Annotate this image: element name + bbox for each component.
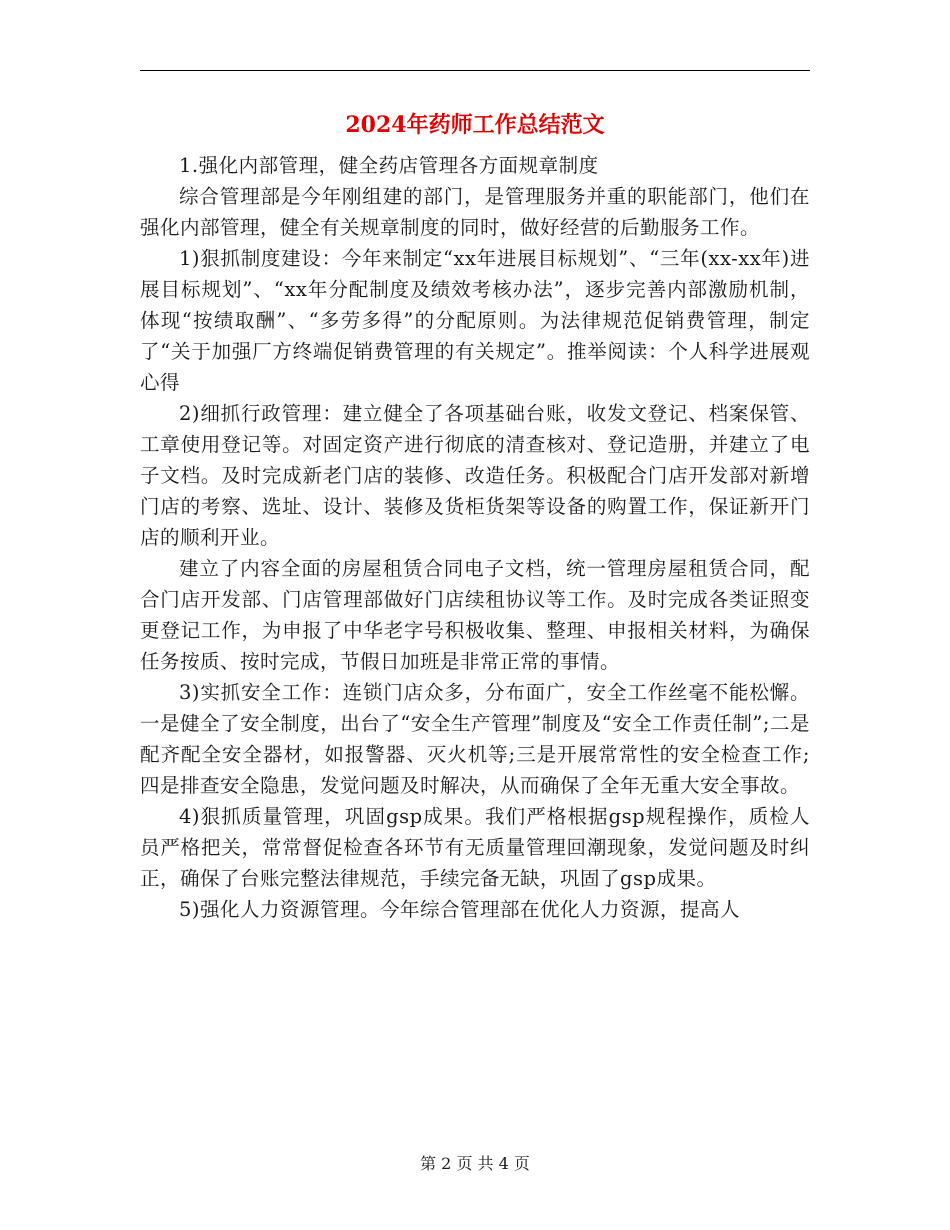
paragraph: 2)细抓行政管理：建立健全了各项基础台账，收发文登记、档案保管、工章使用登记等。对固定资产进行彻底的清查核对、登记造册，并建立了电子文档。及时完成新老门店的装修、改造任务。积极配合门店开发部对新增门店的考察、选址、设计、装修及货柜货架等设备的购置工作，保证新开门店的顺利开业。 (140, 402, 810, 549)
paragraph: 综合管理部是今年刚组建的部门，是管理服务并重的职能部门，他们在强化内部管理，健全有关规章制度的同时，做好经营的后勤服务工作。 (140, 185, 810, 239)
page-number-footer: 第 2 页 共 4 页 (420, 1154, 530, 1173)
paragraph: 1)狠抓制度建设：今年来制定“xx年进展目标规划”、“三年(xx-xx年)进展目标规划”、“xx年分配制度及绩效考核办法”，逐步完善内部激励机制，体现“按绩取酬”、“多劳多得”的分配原则。为法律规范促销费管理，制定了“关于加强厂方终端促销费管理的有关规定”。推举阅读：个人科学进展观心得 (140, 247, 810, 394)
paragraph: 4)狠抓质量管理，巩固gsp成果。我们严格根据gsp规程操作，质检人员严格把关，常常督促检查各环节有无质量管理回潮现象，发觉问题及时纠正，确保了台账完整法律规范，手续完备无缺，巩固了gsp成果。 (140, 805, 810, 890)
document-body (140, 150, 810, 925)
header-rule (140, 70, 810, 71)
paragraph: 5)强化人力资源管理。今年综合管理部在优化人力资源，提高人 (179, 898, 741, 921)
paragraph: 建立了内容全面的房屋租赁合同电子文档，统一管理房屋租赁合同，配合门店开发部、门店管理部做好门店续租协议等工作。及时完成各类证照变更登记工作，为申报了中华老字号积极收集、整理、申报相关材料，为确保任务按质、按时完成，节假日加班是非常正常的事情。 (140, 557, 810, 673)
paragraph: 3)实抓安全工作：连锁门店众多，分布面广，安全工作丝毫不能松懈。一是健全了安全制度，出台了“安全生产管理”制度及“安全工作责任制”;二是配齐配全安全器材，如报警器、灭火机等;三是开展常常性的安全检查工作;四是排查安全隐患，发觉问题及时解决，从而确保了全年无重大安全事故。 (140, 681, 810, 797)
paragraph: 1.强化内部管理，健全药店管理各方面规章制度 (179, 154, 599, 177)
document-title: 2024年药师工作总结范文 (345, 112, 605, 138)
